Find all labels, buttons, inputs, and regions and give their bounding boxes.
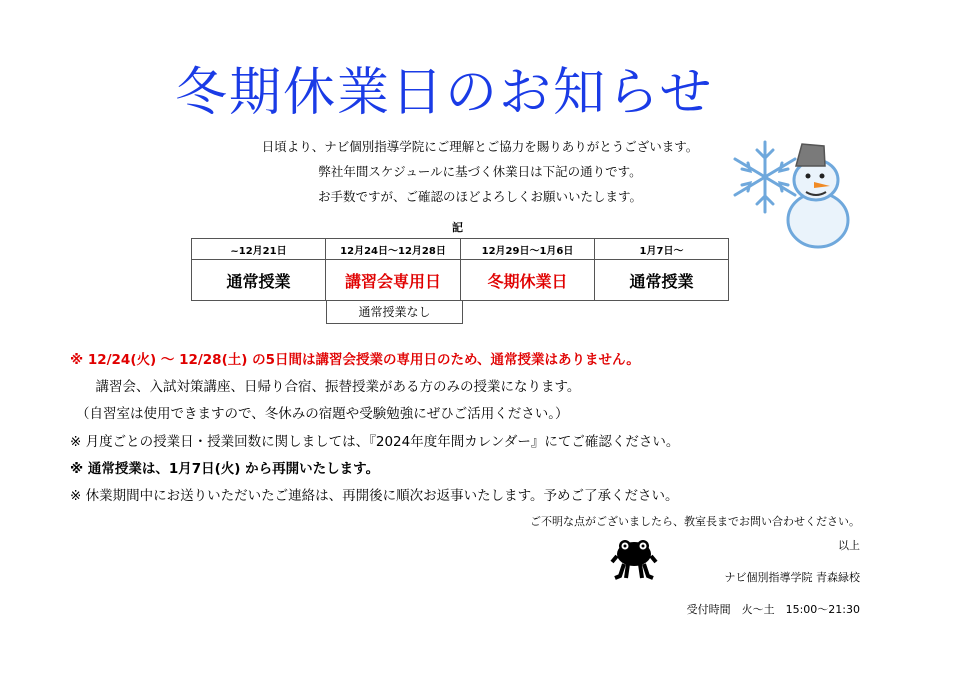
intro-line-1: 日頃より、ナビ個別指導学院にご理解とご協力を賜りありがとうございます。 — [261, 139, 699, 154]
intro-line-3: お手数ですが、ご確認のほどよろしくお願いいたします。 — [317, 189, 642, 204]
note-line-5: ※ 通常授業は、1月7日(火) から再開いたします。 — [70, 461, 380, 477]
reception-hours: 受付時間 火～土 15:00～21:30 — [686, 603, 860, 616]
ki-heading: 記 — [452, 221, 463, 234]
school-name: ナビ個別指導学院 青森緑校 — [724, 571, 860, 584]
schedule-header-cell: 12月29日～1月6日 — [461, 239, 595, 260]
snowman-icon — [788, 144, 848, 247]
intro-line-2: 弊社年間スケジュールに基づく休業日は下記の通りです。 — [318, 164, 642, 179]
snowman-illustration — [730, 132, 860, 252]
schedule-value-cell: 講習会専用日 — [326, 260, 461, 301]
schedule-value-row — [192, 260, 729, 301]
snowflake-icon — [735, 142, 795, 212]
schedule-header-row — [192, 239, 729, 260]
schedule-header-cell: 12月24日～12月28日 — [326, 239, 461, 260]
page-title: 冬期休業日のお知らせ — [175, 63, 714, 123]
schedule-value-cell: 通常授業 — [192, 260, 326, 301]
note-line-3: （自習室は使用できますので、冬休みの宿題や受験勉強にぜひご活用ください。） — [76, 406, 569, 422]
schedule-table — [191, 238, 729, 301]
note-line-6: ※ 休業期間中にお送りいただいたご連絡は、再開後に順次お返事いたします。予めご了承ください。 — [70, 488, 679, 504]
ijo-text: 以上 — [838, 539, 860, 552]
inquiry-text: ご不明な点がございましたら、教室長までお問い合わせください。 — [530, 515, 860, 528]
mascot-logo-icon — [610, 534, 658, 582]
note-line-2: 講習会、入試対策講座、日帰り合宿、振替授業がある方のみの授業になります。 — [82, 379, 581, 395]
schedule-value-cell: 冬期休業日 — [461, 260, 595, 301]
schedule-sub-note: 通常授業なし — [326, 301, 463, 324]
schedule-header-cell: ~12月21日 — [192, 239, 326, 260]
schedule-value-cell: 通常授業 — [595, 260, 729, 301]
note-line-4: ※ 月度ごとの授業日・授業回数に関しましては、『2024年度年間カレンダー』にてご確認ください。 — [70, 434, 680, 450]
schedule-header-cell: 1月7日～ — [595, 239, 729, 260]
note-line-1: ※ 12/24(火) ～ 12/28(土) の5日間は講習会授業の専用日のため、通常授業はありません。 — [70, 352, 640, 368]
